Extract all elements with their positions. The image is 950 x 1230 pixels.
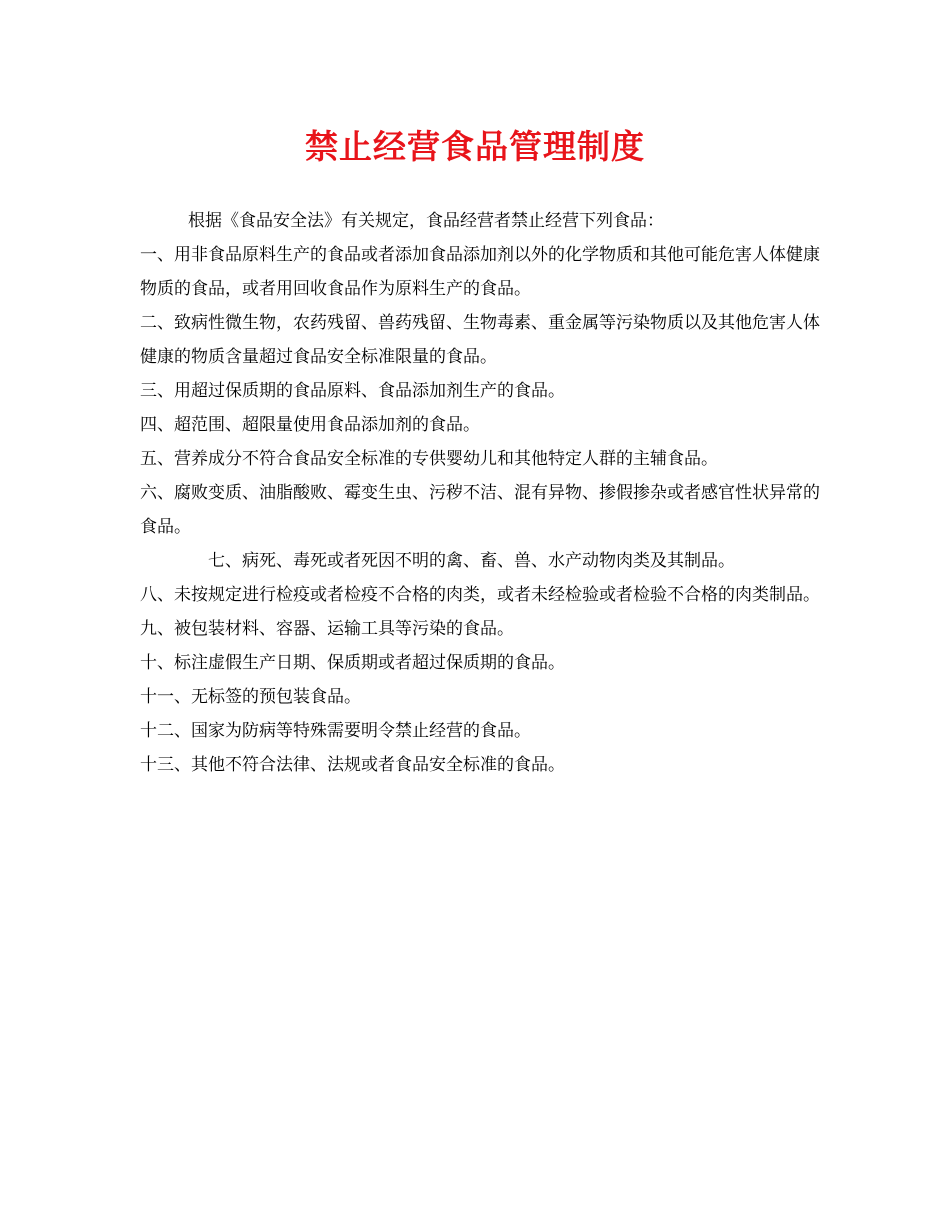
rule-item-8: 八、未按规定进行检疫或者检疫不合格的肉类，或者未经检验或者检验不合格的肉类制品。 [140,585,820,605]
rule-item-4: 四、超范围、超限量使用食品添加剂的食品。 [140,415,480,435]
rule-item-11: 十一、无标签的预包装食品。 [140,687,361,707]
rule-item-3: 三、用超过保质期的食品原料、食品添加剂生产的食品。 [140,381,565,401]
rule-item-5: 五、营养成分不符合食品安全标准的专供婴幼儿和其他特定人群的主辅食品。 [140,449,718,469]
rule-item-9: 九、被包装材料、容器、运输工具等污染的食品。 [140,619,514,639]
rule-item-1: 一、用非食品原料生产的食品或者添加食品添加剂以外的化学物质和其他可能危害人体健康物质的食品，或者用回收食品作为原料生产的食品。 [140,245,820,299]
document-title: 禁止经营食品管理制度 [305,127,645,166]
rule-item-13: 十三、其他不符合法律、法规或者食品安全标准的食品。 [140,755,565,775]
rule-item-10: 十、标注虚假生产日期、保质期或者超过保质期的食品。 [140,653,565,673]
rule-item-6: 六、腐败变质、油脂酸败、霉变生虫、污秽不洁、混有异物、掺假掺杂或者感官性状异常的食品。 [140,483,820,537]
rule-item-2: 二、致病性微生物，农药残留、兽药残留、生物毒素、重金属等污染物质以及其他危害人体健康的物质含量超过食品安全标准限量的食品。 [140,313,820,367]
document-body [140,204,820,782]
rule-item-12: 十二、国家为防病等特殊需要明令禁止经营的食品。 [140,721,531,741]
rule-item-7: 七、病死、毒死或者死因不明的禽、畜、兽、水产动物肉类及其制品。 [208,551,735,571]
intro-paragraph: 根据《食品安全法》有关规定，食品经营者禁止经营下列食品： [188,211,664,231]
